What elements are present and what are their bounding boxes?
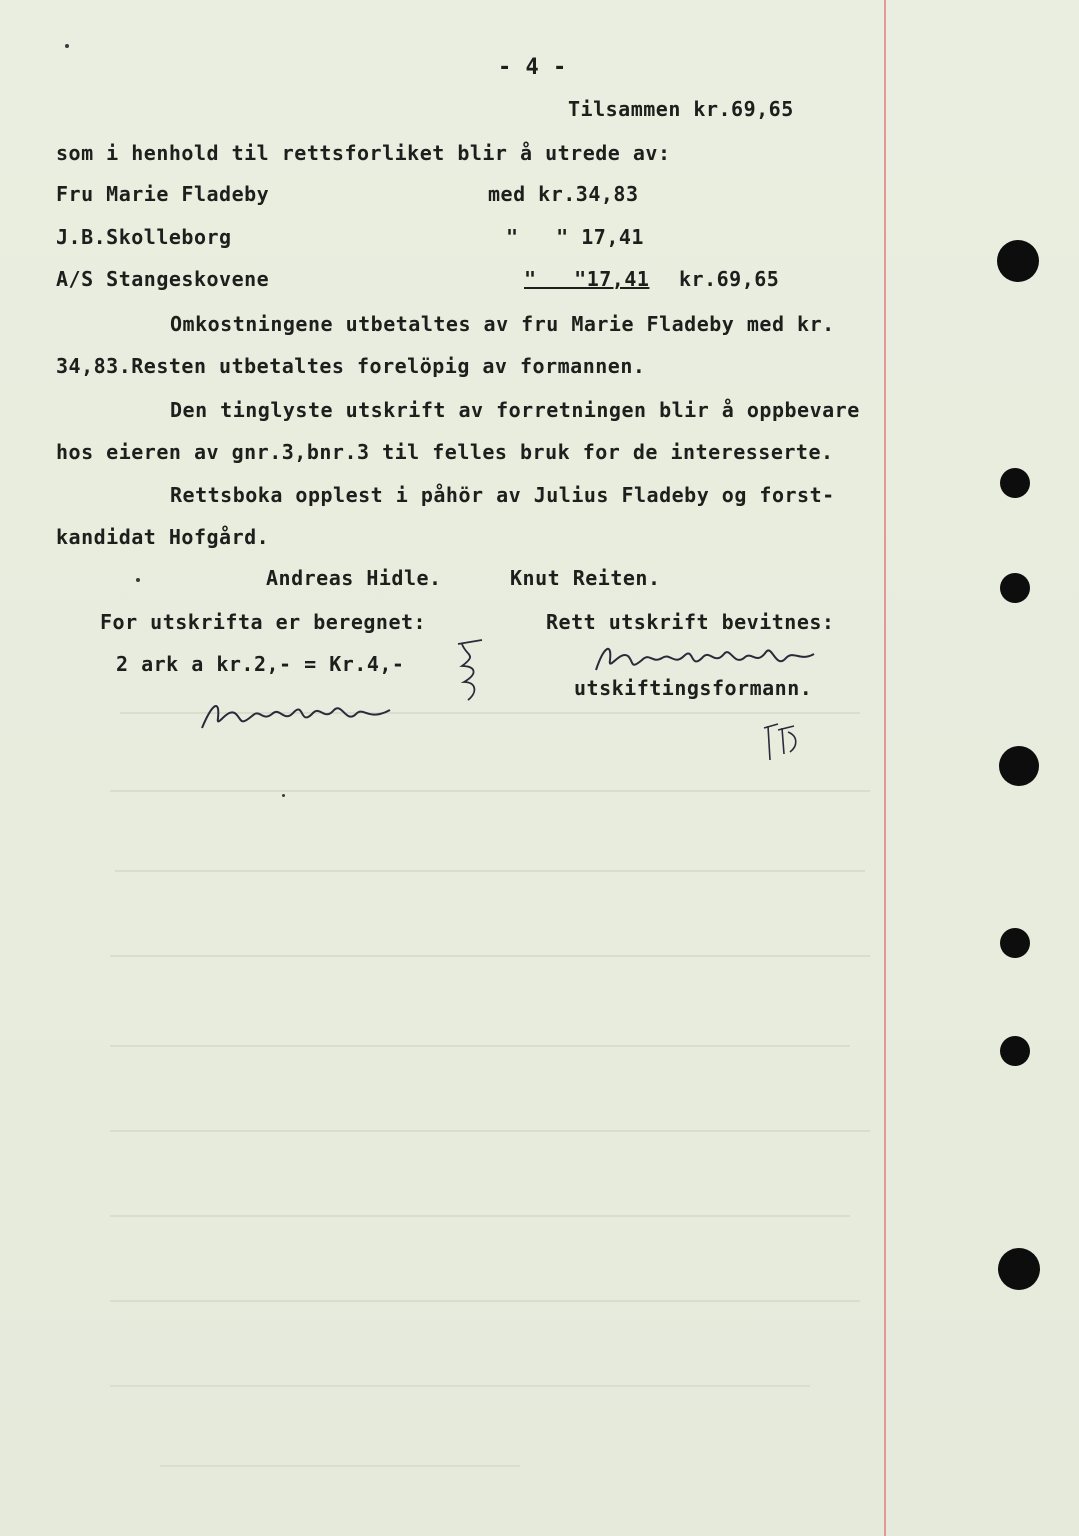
handwritten-signature <box>590 636 820 680</box>
paragraph-line: 34,83.Resten utbetaltes forelöpig av formannen. <box>56 354 646 378</box>
bleed-through-line <box>110 1300 860 1302</box>
punch-hole <box>999 746 1039 786</box>
bleed-through-line <box>110 1385 810 1387</box>
attest-title: utskiftingsformann. <box>574 676 813 700</box>
bleed-through-line <box>110 1215 850 1217</box>
paragraph-line: Omkostningene utbetaltes av fru Marie Fladeby med kr. <box>170 312 835 336</box>
payer-amount: med kr.34,83 <box>488 182 639 206</box>
handwritten-initials <box>760 718 806 768</box>
punch-hole <box>998 1248 1040 1290</box>
punch-hole <box>1000 928 1030 958</box>
bleed-through-line <box>110 1130 870 1132</box>
ink-speck <box>282 794 285 797</box>
punch-hole <box>1000 468 1030 498</box>
payer-amount: " "17,41 <box>524 267 650 291</box>
ink-speck <box>136 578 140 582</box>
payer-name: Fru Marie Fladeby <box>56 182 270 206</box>
fee-calculation: 2 ark a kr.2,- = Kr.4,- <box>116 652 405 676</box>
bleed-through-line <box>110 955 870 957</box>
punch-hole <box>1000 1036 1030 1066</box>
payer-name: A/S Stangeskovene <box>56 267 270 291</box>
paragraph-line: Rettsboka opplest i påhör av Julius Fladeby og forst- <box>170 483 835 507</box>
handwritten-initials <box>452 636 492 706</box>
paragraph-line: kandidat Hofgård. <box>56 525 270 549</box>
attest-heading: Rett utskrift bevitnes: <box>546 610 835 634</box>
fee-heading: For utskrifta er beregnet: <box>100 610 427 634</box>
bleed-through-line <box>110 790 870 792</box>
bleed-through-line <box>160 1465 520 1467</box>
punch-hole <box>997 240 1039 282</box>
payer-name: J.B.Skolleborg <box>56 225 232 249</box>
payer-amount: " " 17,41 <box>506 225 644 249</box>
bleed-through-line <box>110 1045 850 1047</box>
punch-hole <box>1000 573 1030 603</box>
paragraph-line: hos eieren av gnr.3,bnr.3 til felles bruk for de interesserte. <box>56 440 834 464</box>
payer-total: kr.69,65 <box>679 267 780 291</box>
page-number: - 4 - <box>498 55 567 80</box>
paragraph-line: Den tinglyste utskrift av forretningen blir å oppbevare <box>170 398 860 422</box>
margin-rule <box>884 0 886 1536</box>
bleed-through-line <box>115 870 865 872</box>
total-line: Tilsammen kr.69,65 <box>568 97 794 121</box>
signer-right: Knut Reiten. <box>510 566 661 590</box>
intro-line: som i henhold til rettsforliket blir å utrede av: <box>56 141 671 165</box>
handwritten-signature <box>196 692 396 736</box>
signer-left: Andreas Hidle. <box>266 566 442 590</box>
ink-speck <box>65 44 69 48</box>
